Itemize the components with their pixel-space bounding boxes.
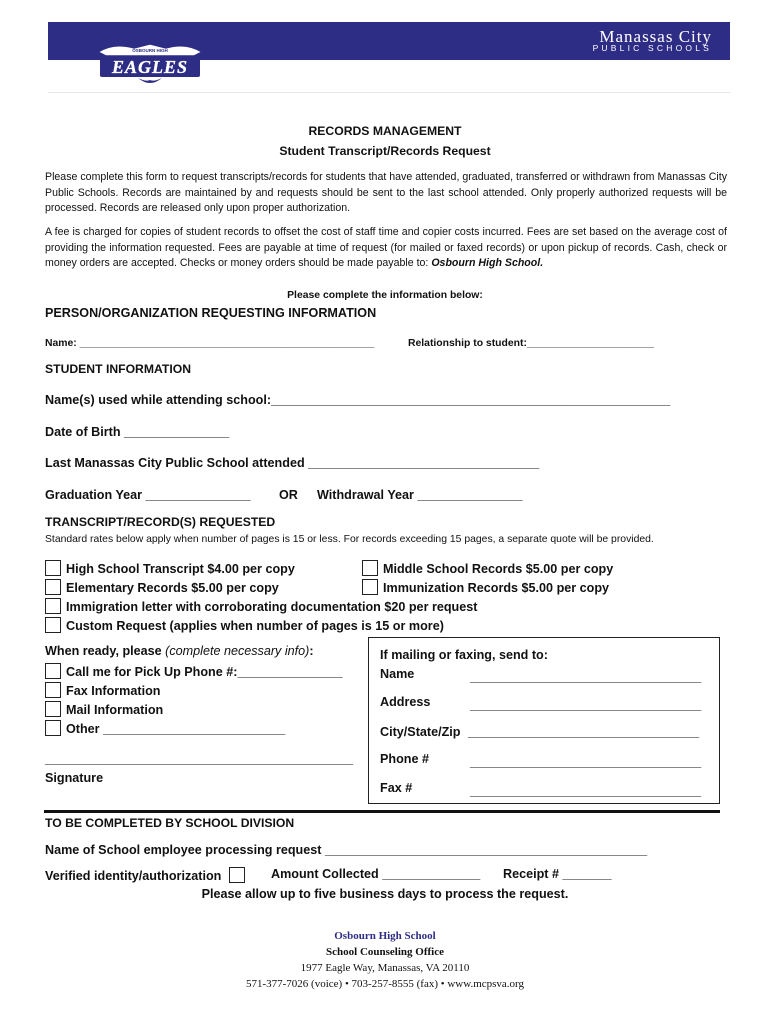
- option-fax[interactable]: [45, 682, 160, 698]
- mailing-city-label: City/State/Zip: [380, 725, 461, 739]
- section-divider: [44, 810, 720, 813]
- instruction-text: Please complete the information below:: [287, 290, 483, 301]
- option-elem-records[interactable]: [45, 579, 279, 595]
- processing-notice: Please allow up to five business days to process the request.: [201, 887, 569, 901]
- mail-checkbox[interactable]: [45, 701, 61, 717]
- option-label: Middle School Records $5.00 per copy: [383, 562, 614, 576]
- hs-transcript-checkbox[interactable]: [45, 560, 61, 576]
- option-pickup[interactable]: [45, 663, 343, 679]
- option-immunization[interactable]: [362, 579, 609, 595]
- logo-text: EAGLES: [111, 57, 189, 77]
- mailing-fax-input[interactable]: _________________________________: [470, 784, 702, 798]
- verified-label: Verified identity/authorization: [45, 869, 222, 883]
- ready-prefix: When ready, please: [45, 644, 162, 658]
- fee-text: A fee is charged for copies of student records to offset the cost of staff time and copier costs incurred. Fees are set based on the average cost of providing the information requested. Fees are payable at time of request (for mailed or faxed records) or upon pickup of records. Cash, check or money orders are accepted. Checks or money orders should be made payable to:: [45, 226, 727, 270]
- logo-subtext: OSBOURN HIGH: [132, 48, 168, 53]
- mailing-address-label: Address: [380, 695, 431, 709]
- student-heading: STUDENT INFORMATION: [45, 362, 192, 376]
- dob-field[interactable]: Date of Birth _______________: [45, 425, 230, 439]
- mailing-phone-label: Phone #: [380, 752, 429, 766]
- option-other[interactable]: [45, 720, 285, 736]
- relationship-field[interactable]: Relationship to student:______________________: [408, 338, 655, 349]
- footer-contact: 571-377-7026 (voice) • 703-257-8555 (fax) • www.mcpsva.org: [245, 978, 525, 990]
- mailing-heading: If mailing or faxing, send to:: [380, 648, 548, 662]
- or-label: OR: [279, 488, 298, 502]
- fee-paragraph: [45, 225, 727, 272]
- eagles-logo: [94, 42, 206, 88]
- option-label: Fax Information: [66, 684, 161, 698]
- option-label: Custom Request (applies when number of pages is 15 or more): [66, 619, 444, 633]
- option-label: Mail Information: [66, 703, 164, 717]
- option-label: Elementary Records $5.00 per copy: [66, 581, 279, 595]
- ms-records-checkbox[interactable]: [362, 560, 378, 576]
- payee-name: Osbourn High School.: [431, 257, 544, 270]
- elem-records-checkbox[interactable]: [45, 579, 61, 595]
- ready-italic: (complete necessary info): [165, 644, 310, 658]
- ready-suffix: :: [309, 644, 314, 658]
- records-note: Standard rates below apply when number of pages is 15 or less. For records exceeding 15 pages, a separate quote will be provided.: [45, 534, 654, 545]
- option-label: High School Transcript $4.00 per copy: [66, 562, 295, 576]
- option-label: Immunization Records $5.00 per copy: [383, 581, 610, 595]
- requester-heading: PERSON/ORGANIZATION REQUESTING INFORMATION: [45, 306, 377, 320]
- footer-address: 1977 Eagle Way, Manassas, VA 20110: [300, 962, 470, 974]
- option-label: Other __________________________: [66, 722, 286, 736]
- signature-line[interactable]: ____________________________________________: [45, 752, 354, 766]
- mailing-address-input[interactable]: _________________________________: [470, 698, 702, 712]
- verified-row: [45, 867, 250, 883]
- pickup-checkbox[interactable]: [45, 663, 61, 679]
- amount-field[interactable]: Amount Collected ______________: [271, 867, 481, 881]
- footer-office: School Counseling Office: [326, 946, 444, 958]
- footer-school: Osbourn High School: [334, 930, 436, 942]
- division-heading: TO BE COMPLETED BY SCHOOL DIVISION: [45, 816, 295, 830]
- custom-request-checkbox[interactable]: [45, 617, 61, 633]
- records-heading: TRANSCRIPT/RECORD(S) REQUESTED: [45, 515, 276, 529]
- mailing-phone-input[interactable]: _________________________________: [470, 755, 702, 769]
- mailing-fax-label: Fax #: [380, 781, 413, 795]
- option-mail[interactable]: [45, 701, 163, 717]
- intro-paragraph: Please complete this form to request transcripts/records for students that have attended, graduated, transferred or withdrawn from Manassas City Public Schools. Records are maintained by and requests should be sent to the last school attended. Only properly authorized requests will be processed. Records are released only upon proper authorization.: [45, 171, 727, 215]
- names-used-field[interactable]: Name(s) used while attending school:_________________________________________________________: [45, 393, 671, 407]
- brand-subtitle: PUBLIC SCHOOLS: [592, 43, 712, 53]
- ready-heading: [45, 644, 314, 658]
- mailing-name-input[interactable]: _________________________________: [470, 670, 702, 684]
- mailing-box: [368, 637, 720, 804]
- option-hs-transcript[interactable]: [45, 560, 295, 576]
- header-divider: [48, 92, 730, 93]
- option-immigration[interactable]: [45, 598, 477, 614]
- mailing-city-input[interactable]: _________________________________: [468, 725, 700, 739]
- immunization-checkbox[interactable]: [362, 579, 378, 595]
- brand-name: Manassas City: [599, 27, 712, 46]
- verified-checkbox[interactable]: [229, 867, 245, 883]
- mailing-name-label: Name: [380, 667, 415, 681]
- requester-name-field[interactable]: Name: ___________________________________________________: [45, 338, 375, 349]
- employee-field[interactable]: Name of School employee processing request ______________________________________________: [45, 843, 648, 857]
- last-school-field[interactable]: Last Manassas City Public School attended _________________________________: [45, 456, 540, 470]
- option-custom[interactable]: [45, 617, 444, 633]
- receipt-field[interactable]: Receipt # _______: [503, 867, 612, 881]
- page-subtitle: Student Transcript/Records Request: [279, 144, 491, 158]
- fax-checkbox[interactable]: [45, 682, 61, 698]
- signature-label: Signature: [45, 771, 104, 785]
- option-label: Immigration letter with corroborating documentation $20 per request: [66, 600, 478, 614]
- immigration-checkbox[interactable]: [45, 598, 61, 614]
- option-label: Call me for Pick Up Phone #:_______________: [66, 665, 343, 679]
- graduation-year-field[interactable]: Graduation Year _______________: [45, 488, 251, 502]
- withdrawal-year-field[interactable]: Withdrawal Year _______________: [317, 488, 523, 502]
- page-title: RECORDS MANAGEMENT: [308, 124, 462, 138]
- option-ms-records[interactable]: [362, 560, 613, 576]
- other-checkbox[interactable]: [45, 720, 61, 736]
